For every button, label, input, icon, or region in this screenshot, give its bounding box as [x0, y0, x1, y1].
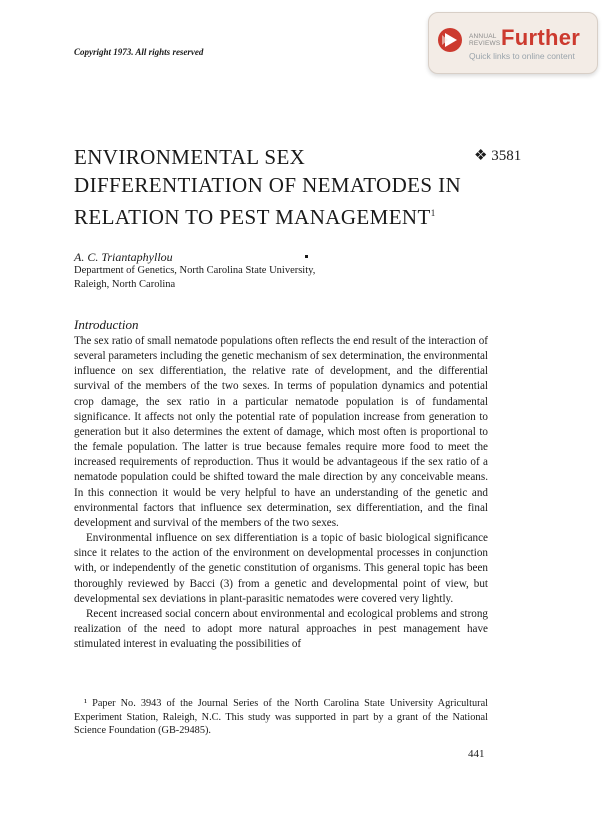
paragraph-3: Recent increased social concern about environmental and ecological problems and strong realization of the need to adopt more natural approaches in pest management have stimulated interest in evaluating the possibilities of	[74, 607, 488, 651]
reference-number: ❖ 3581	[474, 148, 522, 164]
copyright-notice: Copyright 1973. All rights reserved	[74, 47, 204, 57]
title-footnote-mark[interactable]: 1	[430, 208, 436, 218]
stray-dot-mark	[305, 255, 308, 258]
paragraph-2: Environmental influence on sex differentiation is a topic of basic biological significance since it relates to the action of the environment on developmental processes in conjunction with, or independently of the genetic constitution of organisms. This general topic has been thoroughly reviewed by Bacci (3) from a genetic and developmental point of view, but developmental sex deviations in plant-parasitic nematodes were covered very lightly.	[74, 532, 488, 605]
badge-annual-reviews-label: ANNUAL REVIEWS	[469, 33, 501, 47]
article-title	[74, 143, 514, 231]
annual-reviews-logo-icon	[437, 27, 463, 53]
article-body	[74, 334, 488, 652]
annual-reviews-further-badge[interactable]	[428, 12, 598, 74]
paragraph-1: The sex ratio of small nematode populations often reflects the end result of the interaction of several parameters including the genetic mechanism of sex determination, the environmental influence on sex differentiation, the relative rate of development, and the differential survival of the members of the two sexes. In terms of population dynamics and potential crop damage, the sex ratio in a particular nematode population is of fundamental significance. It affects not only the potential rate of population increase from generation to generation but it also determines the extent of damage, which most often is proportional to the female population. The latter is true because females require more food to meet the increased requirements of reproduction. Thus it would be advantageous if the sex ratio of a nematode population could be shifted toward the male direction by any conceivable means. In this connection it would be very helpful to have an understanding of the genetic and environmental factors that influence sex determination, sex differentiation, and the final development and survival of the members of the two sexes.	[74, 335, 488, 529]
page-number: 441	[468, 748, 485, 760]
affiliation-line-2: Raleigh, North Carolina	[74, 279, 176, 290]
badge-subtitle: Quick links to online content	[469, 51, 575, 61]
title-line-2: DIFFERENTIATION OF NEMATODES IN	[74, 173, 462, 197]
footnote: ¹ Paper No. 3943 of the Journal Series of the North Carolina State University Agricultural Experiment Station, Raleigh, N.C. This study was supported in part by a grant of the National Science Foundation (GB-29485).	[74, 698, 488, 737]
title-line-1: ENVIRONMENTAL SEX	[74, 145, 306, 169]
author-name: A. C. Triantaphyllou	[74, 250, 173, 264]
section-heading: Introduction	[74, 317, 139, 332]
affiliation-line-1: Department of Genetics, North Carolina State University,	[74, 265, 316, 276]
badge-further-label: Further	[501, 25, 581, 50]
title-line-3: RELATION TO PEST MANAGEMENT$^1$	[74, 205, 436, 229]
